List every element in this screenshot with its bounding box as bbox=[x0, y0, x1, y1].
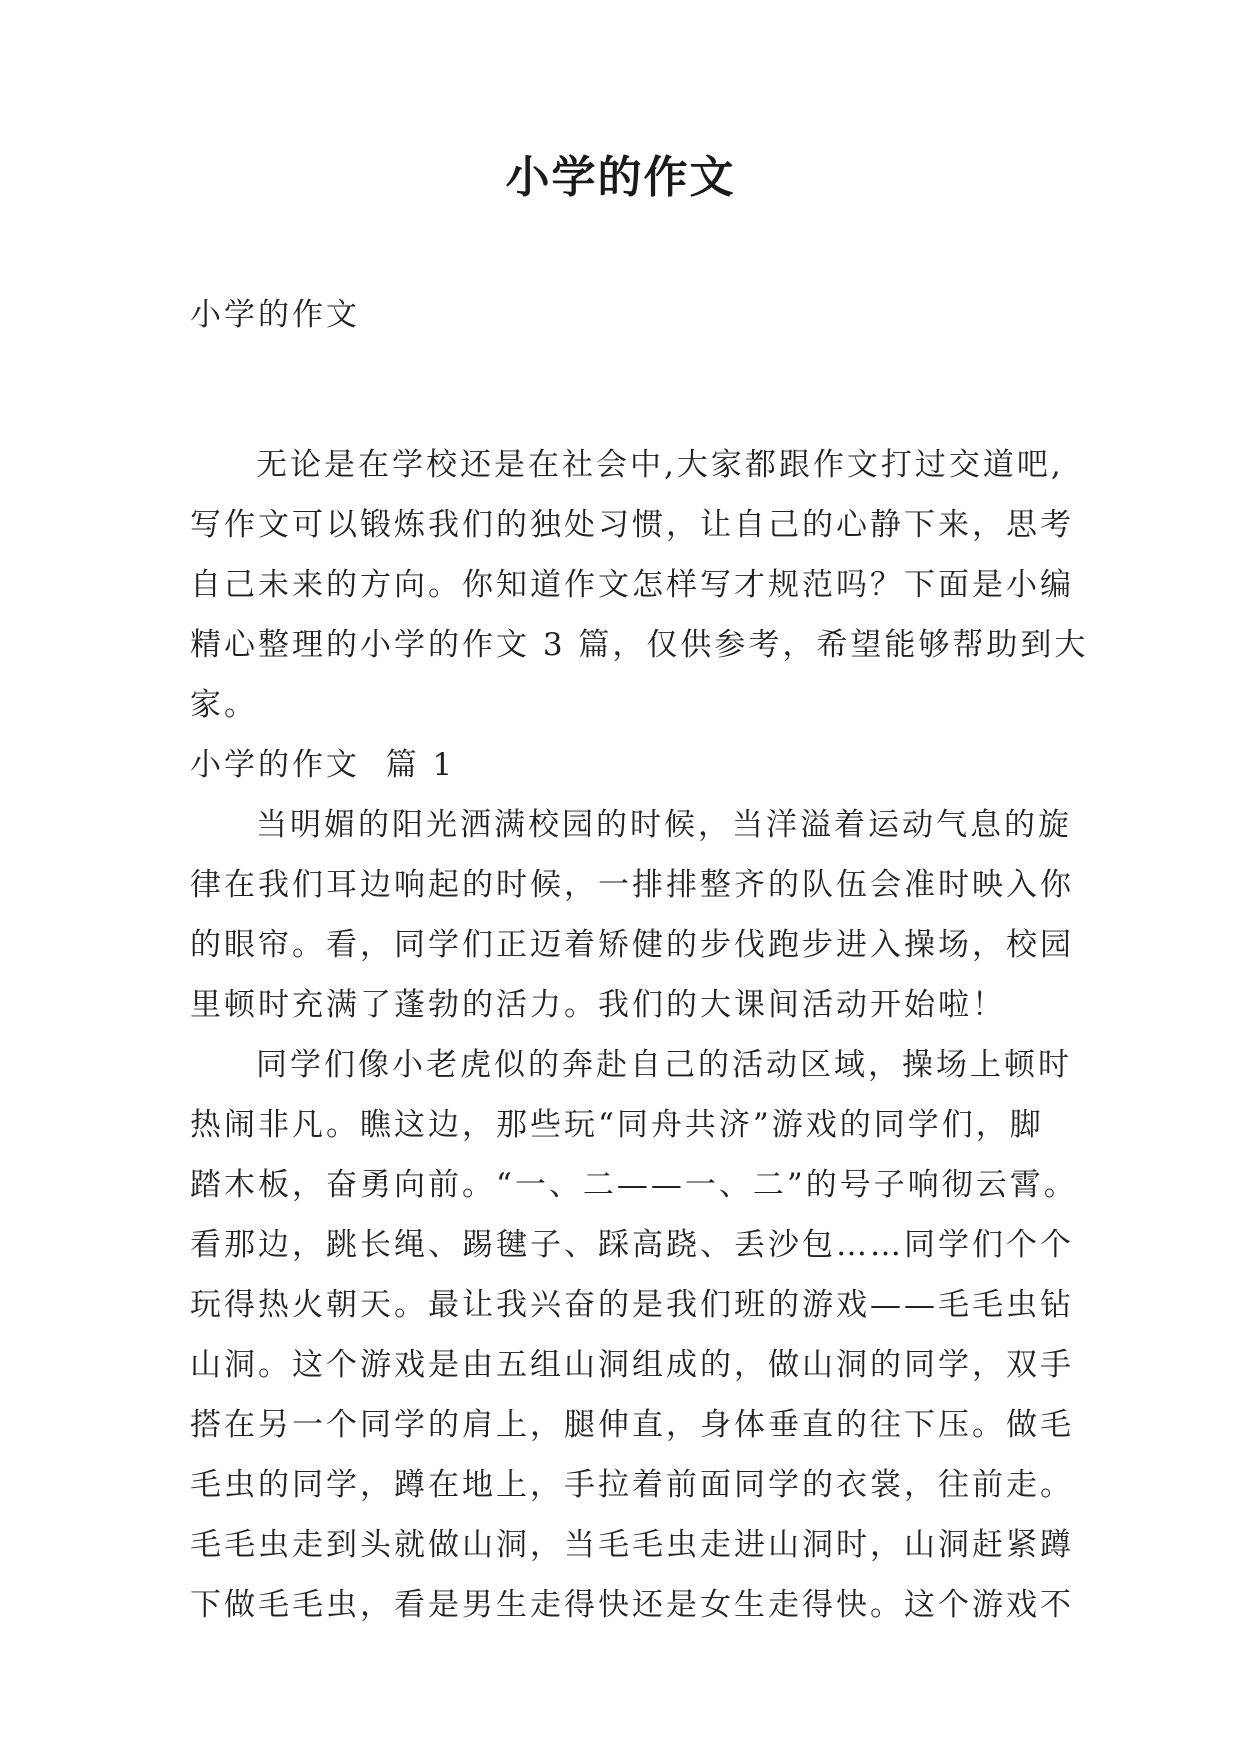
paragraph-line: 玩得热火朝天。最让我兴奋的是我们班的游戏——毛毛虫钻 bbox=[190, 1287, 1074, 1323]
paragraph-line: 里顿时充满了蓬勃的活力。我们的大课间活动开始啦！ bbox=[190, 987, 1006, 1023]
intro-line: 自己未来的方向。你知道作文怎样写才规范吗？下面是小编 bbox=[190, 567, 1074, 603]
document-title: 小学的作文 bbox=[505, 152, 736, 203]
intro-line: 无论是在学校还是在社会中,大家都跟作文打过交道吧, bbox=[256, 447, 1064, 483]
paragraph-line: 同学们像小老虎似的奔赴自己的活动区域，操场上顿时 bbox=[256, 1047, 1072, 1083]
section-heading: 小学的作文 篇 1 bbox=[190, 747, 456, 783]
document-body bbox=[190, 285, 1089, 1635]
paragraph-line: 律在我们耳边响起的时候，一排排整齐的队伍会准时映入你 bbox=[190, 867, 1074, 903]
paragraph-line: 看那边，跳长绳、踢毽子、踩高跷、丢沙包……同学们个个 bbox=[190, 1227, 1074, 1263]
paragraph-line: 山洞。这个游戏是由五组山洞组成的，做山洞的同学，双手 bbox=[190, 1347, 1074, 1383]
document-subtitle: 小学的作文 bbox=[190, 297, 360, 333]
paragraph-1 bbox=[190, 795, 1074, 1035]
intro-line: 家。 bbox=[190, 687, 258, 723]
paragraph-line: 的眼帘。看，同学们正迈着矫健的步伐跑步进入操场，校园 bbox=[190, 927, 1074, 963]
paragraph-line: 毛虫的同学，蹲在地上，手拉着前面同学的衣裳，往前走。 bbox=[190, 1467, 1074, 1503]
intro-paragraph bbox=[190, 435, 1089, 735]
paragraph-line: 搭在另一个同学的肩上，腿伸直，身体垂直的往下压。做毛 bbox=[190, 1407, 1074, 1443]
paragraph-line: 毛毛虫走到头就做山洞，当毛毛虫走进山洞时，山洞赶紧蹲 bbox=[190, 1527, 1074, 1563]
intro-line: 精心整理的小学的作文 3 篇，仅供参考，希望能够帮助到大 bbox=[190, 627, 1089, 663]
paragraph-line: 当明媚的阳光洒满校园的时候，当洋溢着运动气息的旋 bbox=[256, 807, 1072, 843]
paragraph-line: 热闹非凡。瞧这边，那些玩“同舟共济”游戏的同学们，脚 bbox=[190, 1107, 1044, 1143]
spacer bbox=[190, 345, 1060, 435]
intro-line: 写作文可以锻炼我们的独处习惯，让自己的心静下来，思考 bbox=[190, 507, 1074, 543]
paragraph-line: 下做毛毛虫，看是男生走得快还是女生走得快。这个游戏不 bbox=[190, 1587, 1074, 1623]
paragraph-line: 踏木板，奋勇向前。“一、二——一、二”的号子响彻云霄。 bbox=[190, 1167, 1078, 1203]
paragraph-2 bbox=[190, 1035, 1078, 1635]
